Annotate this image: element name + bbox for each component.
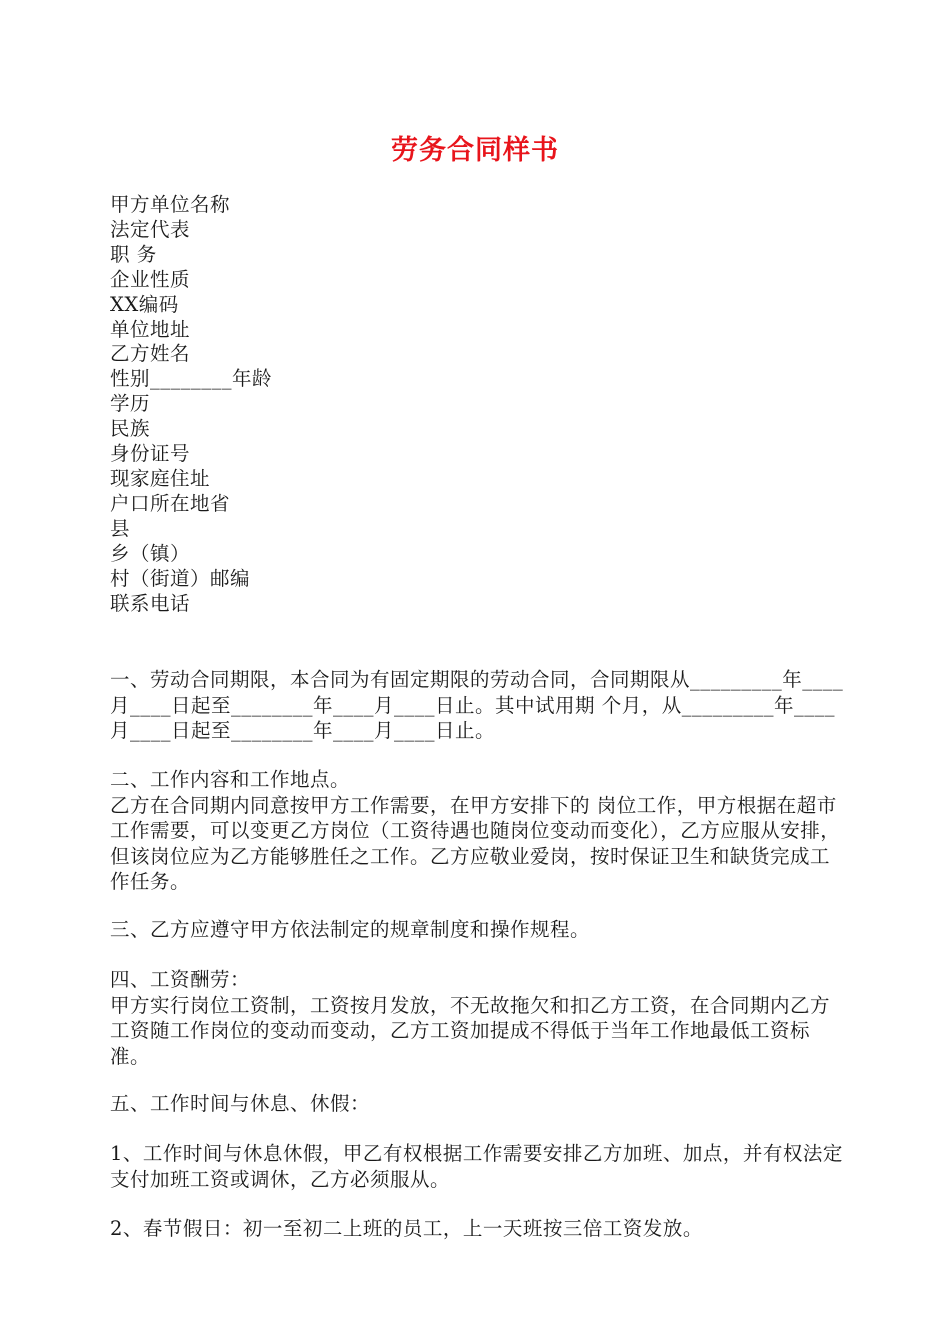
field-line: 性别________年龄 [110, 367, 273, 391]
field-line: 联系电话 [110, 591, 191, 615]
overtime-paragraph: 1、工作时间与休息休假，甲乙有权根据工作需要安排乙方加班、加点，并有权法定支付加班工资或调休，乙方必须服从。 [110, 1142, 843, 1191]
contract-term-paragraph: 一、劳动合同期限，本合同为有固定期限的劳动合同，合同期限从_________年____月____日起至________年____月____日止。其中试用期 个月，从_________年____月____日起至________年____月____日止。 [110, 668, 844, 742]
job-content-heading: 二、工作内容和工作地点。 [110, 768, 351, 791]
field-line: 乙方姓名 [110, 342, 191, 366]
overtime-clause [110, 1141, 845, 1192]
field-line: 甲方单位名称 [110, 193, 231, 216]
spring-festival-clause [110, 1216, 845, 1242]
document-title: 劳务合同样书 [391, 135, 559, 166]
rules-paragraph: 三、乙方应遵守甲方依法制定的规章制度和操作规程。 [110, 918, 591, 941]
field-line: 法定代表 [110, 217, 191, 241]
field-line: 单位地址 [110, 317, 191, 341]
working-hours-heading: 五、工作时间与休息、休假： [110, 1092, 371, 1115]
field-line: 村（街道）邮编 [110, 566, 251, 590]
wages-section [110, 967, 845, 1069]
field-line: 乡（镇） [110, 541, 191, 565]
spring-festival-paragraph: 2、春节假日：初一至初二上班的员工，上一天班按三倍工资发放。 [110, 1217, 703, 1240]
party-info-fields [110, 193, 845, 616]
wages-paragraph: 甲方实行岗位工资制，工资按月发放，不无故拖欠和扣乙方工资，在合同期内乙方工资随工作岗位的变动而变动，乙方工资加提成不得低于当年工作地最低工资标准。 [110, 993, 831, 1068]
contract-term-section [110, 667, 845, 744]
field-line: 现家庭住址 [110, 466, 211, 490]
field-line: 职 务 [110, 242, 157, 266]
working-hours-section [110, 1091, 845, 1117]
field-line: XX编码 [110, 292, 179, 316]
field-line: 户口所在地省 [110, 491, 231, 515]
wages-heading: 四、工资酬劳： [110, 968, 251, 991]
rules-section [110, 917, 845, 943]
job-content-paragraph: 乙方在合同期内同意按甲方工作需要，在甲方安排下的 岗位工作，甲方根据在超市工作需要，可以变更乙方岗位（工资待遇也随岗位变动而变化），乙方应服从安排，但该岗位应为乙方能够胜任之工作。乙方应敬业爱岗，按时保证卫生和缺货完成工作任务。 [110, 793, 841, 893]
field-line: 学历 [110, 392, 151, 416]
field-line: 身份证号 [110, 442, 191, 466]
field-line: 县 [110, 516, 131, 540]
job-content-section [110, 767, 845, 895]
field-line: 企业性质 [110, 267, 191, 291]
field-line: 民族 [110, 417, 151, 441]
